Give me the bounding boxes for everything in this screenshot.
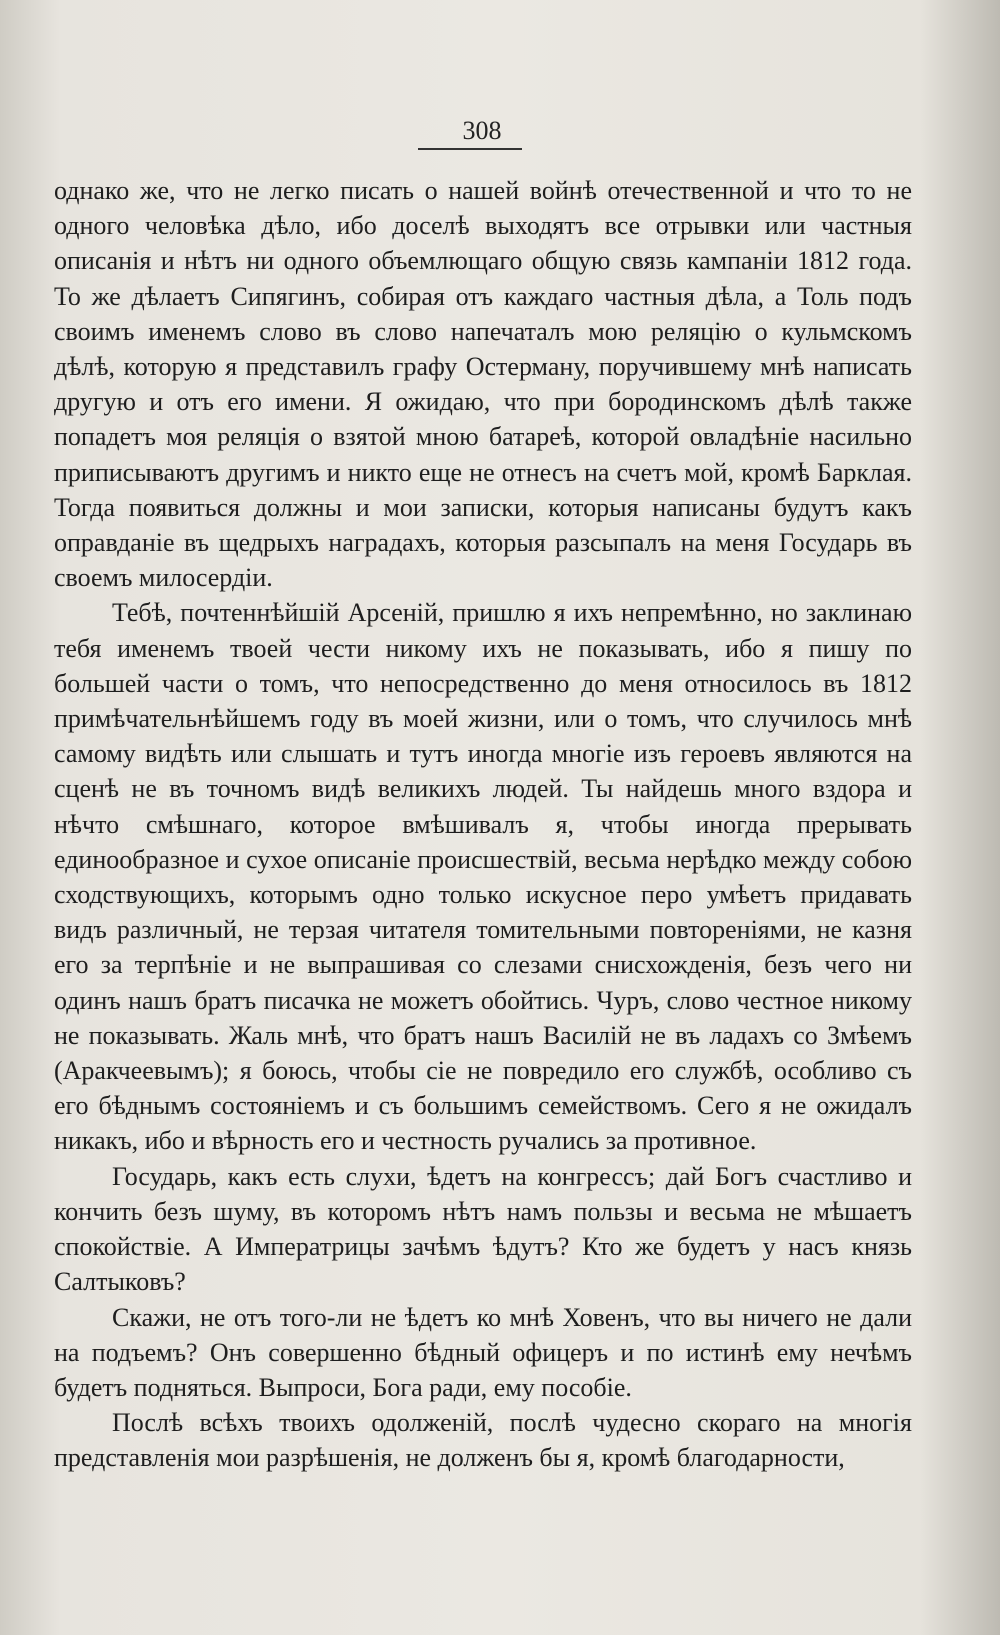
body-text	[54, 173, 912, 1476]
page-number: 308	[462, 116, 502, 145]
header-rule	[418, 148, 522, 150]
paragraph: Тебѣ, почтеннѣйшій Арсеній, пришлю я ихъ непремѣнно, но заклинаю тебя именемъ твоей чести никому ихъ не показывать, ибо я пишу по большей части о томъ, что непосредственно до меня относилось въ 1812 примѣчательнѣйшемъ году въ моей жизни, или о томъ, что случилось мнѣ самому видѣть или слышать и тутъ иногда многіе изъ героевъ являются на сценѣ не въ точномъ видѣ великихъ людей. Ты найдешь много вздора и нѣчто смѣшнаго, которое вмѣшивалъ я, чтобы иногда прерывать единообразное и сухое описаніе происшествій, весьма нерѣдко между собою сходствующихъ, которымъ одно только искусное перо умѣетъ придавать видъ различный, не терзая читателя томительными повтореніями, не казня его за терпѣніе и не выпрашивая со слезами снисхожденія, безъ чего ни одинъ нашъ братъ писачка не можетъ обойтись. Чуръ, слово честное никому не показывать. Жаль мнѣ, что братъ нашъ Василій не въ ладахъ со Змѣемъ (Аракчеевымъ); я боюсь, чтобы сіе не повредило его службѣ, особливо съ его бѣднымъ состояніемъ и съ большимъ семействомъ. Сего я не ожидалъ никакъ, ибо и вѣрность его и честность ручались за противное.	[54, 598, 912, 1156]
paragraph: однако же, что не легко писать о нашей войнѣ отечественной и что то не одного человѣка дѣло, ибо доселѣ выходятъ все отрывки или частныя описанія и нѣтъ ни одного объемлющаго общую связь кампаніи 1812 года. То же дѣлаетъ Сипягинъ, собирая отъ каждаго частныя дѣла, а Толь подъ своимъ именемъ слово въ слово напечаталъ мою реляцію о кульмскомъ дѣлѣ, которую я представилъ графу Остерману, поручившему мнѣ написать другую и отъ его имени. Я ожидаю, что при бородинскомъ дѣлѣ также попадетъ моя реляція о взятой мною батареѣ, которой овладѣніе насильно приписываютъ другимъ и никто еще не отнесъ на счетъ мой, кромѣ Барклая. Тогда появиться должны и мои записки, которыя написаны будутъ какъ оправданіе въ щедрыхъ наградахъ, которыя разсыпалъ на меня Государь въ своемъ милосердіи.	[54, 176, 912, 593]
paragraph: Государь, какъ есть слухи, ѣдетъ на конгрессъ; дай Богъ счастливо и кончить безъ шуму, въ которомъ нѣтъ намъ пользы и весьма не мѣшаетъ спокойствіе. А Императрицы зачѣмъ ѣдутъ? Кто же будетъ у насъ князь Салтыковъ?	[54, 1161, 912, 1297]
paragraph: Послѣ всѣхъ твоихъ одолженій, послѣ чудесно скораго на многія представленія мои разрѣшенія, не долженъ бы я, кромѣ благодарности,	[54, 1408, 912, 1473]
paragraph: Скажи, не отъ того-ли не ѣдетъ ко мнѣ Ховенъ, что вы ничего не дали на подъемъ? Онъ совершенно бѣдный офицеръ и по истинѣ ему нечѣмъ будетъ подняться. Выпроси, Бога ради, ему пособіе.	[54, 1302, 912, 1402]
